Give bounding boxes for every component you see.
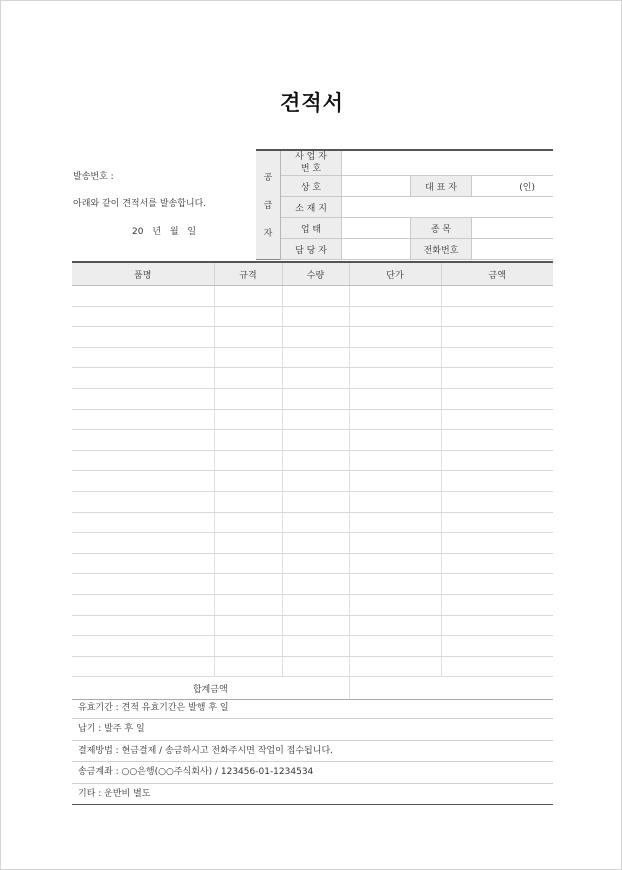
item-name-cell[interactable]	[72, 450, 214, 471]
quantity-cell[interactable]	[282, 656, 349, 677]
amount-cell[interactable]	[441, 574, 553, 595]
table-row	[72, 656, 553, 677]
table-row	[72, 491, 553, 512]
spec-cell[interactable]	[214, 656, 282, 677]
amount-cell[interactable]	[441, 306, 553, 327]
item-name-cell[interactable]	[72, 594, 214, 615]
seal-mark: (인)	[472, 176, 554, 197]
manager-label: 담 당 자	[281, 239, 342, 260]
quantity-cell[interactable]	[282, 409, 349, 430]
business-item-value[interactable]	[472, 218, 554, 239]
document-title: 견적서	[280, 91, 344, 115]
amount-cell[interactable]	[441, 430, 553, 451]
table-row	[72, 388, 553, 409]
table-row	[72, 368, 553, 389]
unit-price-cell[interactable]	[349, 656, 441, 677]
supplier-side-char: 공	[263, 173, 273, 183]
quantity-cell[interactable]	[282, 368, 349, 389]
phone-value[interactable]	[472, 239, 554, 260]
item-name-cell[interactable]	[72, 368, 214, 389]
amount-cell[interactable]	[441, 594, 553, 615]
spec-cell[interactable]	[214, 533, 282, 554]
business-type-label: 업 태	[281, 218, 342, 239]
item-name-cell[interactable]	[72, 286, 214, 307]
item-name-cell[interactable]	[72, 553, 214, 574]
unit-price-cell[interactable]	[349, 533, 441, 554]
unit-price-cell[interactable]	[349, 512, 441, 533]
unit-price-cell[interactable]	[349, 368, 441, 389]
item-name-cell[interactable]	[72, 512, 214, 533]
spec-cell[interactable]	[214, 347, 282, 368]
phone-label: 전화번호	[411, 239, 472, 260]
quantity-cell[interactable]	[282, 615, 349, 636]
amount-cell[interactable]	[441, 347, 553, 368]
table-row	[72, 594, 553, 615]
quantity-cell[interactable]	[282, 286, 349, 307]
issue-message: 아래와 같이 견적서를 발송합니다.	[73, 199, 207, 209]
supplier-side-label	[256, 150, 281, 260]
unit-price-cell[interactable]	[349, 409, 441, 430]
address-label: 소 재 지	[281, 197, 342, 218]
total-amount-label: 합계금액	[72, 677, 349, 700]
item-name-cell[interactable]	[72, 471, 214, 492]
amount-cell[interactable]	[441, 491, 553, 512]
business-reg-number-value[interactable]	[342, 150, 554, 176]
spec-cell[interactable]	[214, 409, 282, 430]
quantity-cell[interactable]	[282, 327, 349, 348]
column-header-amount: 금액	[441, 262, 553, 286]
items-table	[72, 261, 553, 700]
amount-cell[interactable]	[441, 533, 553, 554]
table-row	[72, 450, 553, 471]
column-header-quantity: 수량	[282, 262, 349, 286]
quantity-cell[interactable]	[282, 636, 349, 657]
item-name-cell[interactable]	[72, 533, 214, 554]
issue-date: 20 년 월 일	[132, 227, 197, 237]
item-name-cell[interactable]	[72, 306, 214, 327]
quantity-cell[interactable]	[282, 306, 349, 327]
quantity-cell[interactable]	[282, 574, 349, 595]
column-header-spec: 규격	[214, 262, 282, 286]
other-note: 기타 : 운반비 별도	[78, 788, 151, 799]
amount-cell[interactable]	[441, 450, 553, 471]
table-row	[72, 533, 553, 554]
quantity-cell[interactable]	[282, 347, 349, 368]
item-name-cell[interactable]	[72, 409, 214, 430]
item-name-cell[interactable]	[72, 430, 214, 451]
unit-price-cell[interactable]	[349, 615, 441, 636]
quantity-cell[interactable]	[282, 450, 349, 471]
business-type-value[interactable]	[342, 218, 411, 239]
business-item-label: 종 목	[411, 218, 472, 239]
company-name-value[interactable]	[342, 176, 411, 197]
business-reg-number-label-line2: 번 호	[300, 164, 322, 174]
spec-cell[interactable]	[214, 368, 282, 389]
amount-cell[interactable]	[441, 553, 553, 574]
spec-cell[interactable]	[214, 327, 282, 348]
amount-cell[interactable]	[441, 615, 553, 636]
quantity-cell[interactable]	[282, 553, 349, 574]
unit-price-cell[interactable]	[349, 491, 441, 512]
unit-price-cell[interactable]	[349, 430, 441, 451]
spec-cell[interactable]	[214, 450, 282, 471]
bank-account-note: 송금계좌 : ○○은행(○○주식회사) / 123456-01-1234534	[72, 762, 553, 783]
item-name-cell[interactable]	[72, 574, 214, 595]
table-row	[72, 430, 553, 451]
document-number-label: 발송번호 :	[73, 172, 114, 182]
column-header-item-name: 품명	[72, 262, 214, 286]
quantity-cell[interactable]	[282, 471, 349, 492]
unit-price-cell[interactable]	[349, 306, 441, 327]
item-name-cell[interactable]	[72, 636, 214, 657]
amount-cell[interactable]	[441, 512, 553, 533]
quantity-cell[interactable]	[282, 491, 349, 512]
unit-price-cell[interactable]	[349, 450, 441, 471]
spec-cell[interactable]	[214, 471, 282, 492]
business-reg-number-label-line1: 사 업 자	[295, 152, 327, 162]
spec-cell[interactable]	[214, 594, 282, 615]
table-row	[72, 327, 553, 348]
unit-price-cell[interactable]	[349, 574, 441, 595]
payment-method-note: 결제방법 : 현금결제 / 송금하시고 전화주시면 작업이 접수됩니다.	[72, 741, 553, 762]
amount-cell[interactable]	[441, 388, 553, 409]
business-reg-number-label	[281, 150, 342, 176]
amount-cell[interactable]	[441, 368, 553, 389]
table-row	[72, 615, 553, 636]
spec-cell[interactable]	[214, 491, 282, 512]
quantity-cell[interactable]	[282, 533, 349, 554]
quantity-cell[interactable]	[282, 430, 349, 451]
supplier-side-char: 급	[263, 201, 273, 211]
delivery-note: 납기 : 발주 후 일	[72, 719, 553, 740]
validity-note: 유효기간 : 견적 유효기간은 발행 후 일	[72, 698, 553, 719]
terms-section	[72, 698, 553, 805]
table-row	[72, 471, 553, 492]
spec-cell[interactable]	[214, 388, 282, 409]
spec-cell[interactable]	[214, 636, 282, 657]
table-row	[72, 306, 553, 327]
item-name-cell[interactable]	[72, 615, 214, 636]
unit-price-cell[interactable]	[349, 471, 441, 492]
total-amount-value[interactable]	[349, 677, 553, 700]
amount-cell[interactable]	[441, 471, 553, 492]
item-name-cell[interactable]	[72, 388, 214, 409]
column-header-unit-price: 단가	[349, 262, 441, 286]
table-row	[72, 553, 553, 574]
table-row	[72, 512, 553, 533]
unit-price-cell[interactable]	[349, 594, 441, 615]
unit-price-cell[interactable]	[349, 347, 441, 368]
table-row	[72, 636, 553, 657]
address-value[interactable]	[342, 197, 554, 218]
spec-cell[interactable]	[214, 286, 282, 307]
table-row	[72, 409, 553, 430]
table-row	[72, 347, 553, 368]
unit-price-cell[interactable]	[349, 388, 441, 409]
item-name-cell[interactable]	[72, 491, 214, 512]
manager-value[interactable]	[342, 239, 411, 260]
unit-price-cell[interactable]	[349, 327, 441, 348]
spec-cell[interactable]	[214, 306, 282, 327]
supplier-side-char: 자	[263, 229, 273, 239]
unit-price-cell[interactable]	[349, 636, 441, 657]
quantity-cell[interactable]	[282, 594, 349, 615]
spec-cell[interactable]	[214, 553, 282, 574]
spec-cell[interactable]	[214, 512, 282, 533]
company-name-label: 상 호	[281, 176, 342, 197]
supplier-info-table	[256, 149, 553, 260]
unit-price-cell[interactable]	[349, 553, 441, 574]
item-rows	[72, 286, 553, 677]
spec-cell[interactable]	[214, 615, 282, 636]
spec-cell[interactable]	[214, 574, 282, 595]
spec-cell[interactable]	[214, 430, 282, 451]
representative-label: 대 표 자	[411, 176, 472, 197]
amount-cell[interactable]	[441, 327, 553, 348]
amount-cell[interactable]	[441, 656, 553, 677]
quantity-cell[interactable]	[282, 512, 349, 533]
total-row	[72, 677, 553, 700]
item-name-cell[interactable]	[72, 327, 214, 348]
quantity-cell[interactable]	[282, 388, 349, 409]
amount-cell[interactable]	[441, 409, 553, 430]
item-name-cell[interactable]	[72, 347, 214, 368]
unit-price-cell[interactable]	[349, 286, 441, 307]
table-row	[72, 574, 553, 595]
table-row	[72, 286, 553, 307]
item-name-cell[interactable]	[72, 656, 214, 677]
amount-cell[interactable]	[441, 636, 553, 657]
amount-cell[interactable]	[441, 286, 553, 307]
